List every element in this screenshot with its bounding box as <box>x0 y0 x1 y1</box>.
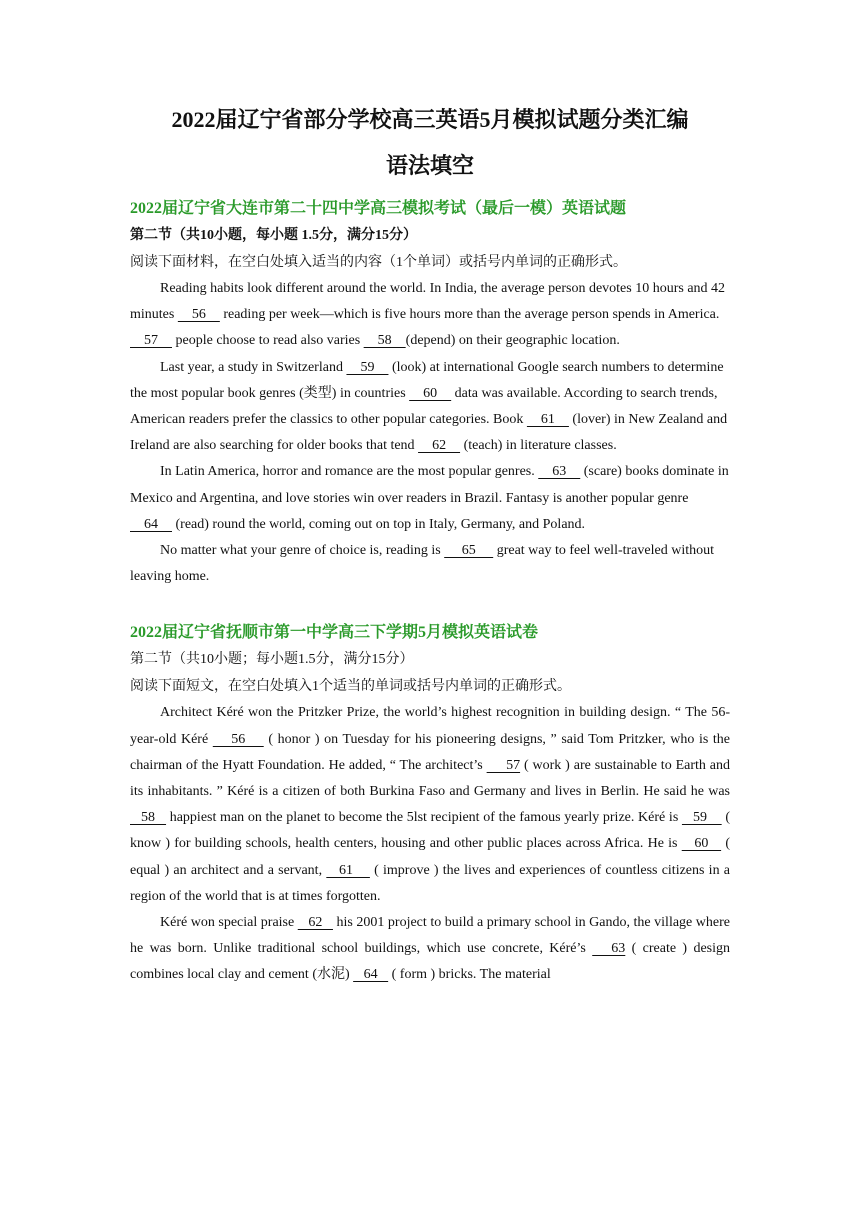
passage-text: ( equal ) an architect and a servant, <box>130 836 731 878</box>
answer-blank: 63 <box>592 941 626 957</box>
answer-blank: 56 <box>177 307 220 323</box>
passage-paragraph <box>130 355 730 460</box>
answer-blank: 57 <box>130 333 172 349</box>
document-page <box>130 100 730 989</box>
answer-blank: 58 <box>363 333 406 349</box>
passage-text: (read) round the world, coming out on top in Italy, Germany, and Poland. <box>172 516 586 532</box>
answer-blank: 62 <box>297 915 333 931</box>
answer-blank: 65 <box>444 543 494 559</box>
passage-text: Last year, a study in Switzerland <box>160 359 347 375</box>
section-instruction: 阅读下面材料，在空白处填入适当的内容（1个单词）或括号内单词的正确形式。 <box>130 255 627 270</box>
passage-paragraph <box>130 538 730 590</box>
answer-blank: 59 <box>681 810 722 826</box>
passage-text: (teach) in literature classes. <box>460 438 617 454</box>
passage-body <box>130 700 730 988</box>
passage-text: No matter what your genre of choice is, reading is <box>160 543 445 559</box>
passage-text: Kéré won special praise <box>160 915 298 931</box>
answer-blank: 64 <box>353 967 389 983</box>
passage-text: ( create ) design combines local clay and cement (水泥) <box>130 941 731 983</box>
passage-text: happiest man on the planet to become the 5lst recipient of the famous yearly prize. Kéré is <box>166 810 682 826</box>
section-dalian <box>130 196 730 590</box>
passage-text: (depend) on their geographic location. <box>405 333 620 349</box>
answer-blank: 57 <box>486 757 521 773</box>
passage-text: ( work ) are sustainable to Earth and its inhabitants. ” Kéré is a citizen of both Burkina Faso and Germany and lives in Berlin. He said he was <box>130 757 731 800</box>
answer-blank: 61 <box>326 862 370 878</box>
passage-text: ( form ) bricks. The material <box>388 967 551 983</box>
passage-text: Reading habits look different around the world. In India, the average person devotes 10 hours and 42 minutes <box>130 281 726 323</box>
section-title: 2022届辽宁省大连市第二十四中学高三模拟考试（最后一模）英语试题 <box>130 200 627 217</box>
passage-text: ( know ) for building schools, health centers, housing and other public places across Africa. He is <box>130 810 730 852</box>
document-subtitle: 语法填空 <box>385 153 474 178</box>
passage-text: (look) at international Google search numbers to determine the most popular book genres (类型) in countries <box>130 359 724 401</box>
passage-paragraph <box>130 459 730 538</box>
passage-text: (scare) books dominate in Mexico and Argentina, and love stories win over readers in Brazil. Fantasy is another popular genre <box>130 464 729 506</box>
section-part-heading: 第二节（共10小题，每小题 1.5分，满分15分） <box>130 228 417 243</box>
answer-blank: 60 <box>409 385 452 401</box>
passage-text: great way to feel well-traveled without leaving home. <box>130 543 714 585</box>
passage-text: ( honor ) on Tuesday for his pioneering designs, ” said Tom Pritzker, who is the chairman of the Hyatt Foundation. He added, “ The architect’s <box>130 731 730 773</box>
answer-blank: 61 <box>526 412 569 428</box>
passage-text: In Latin America, horror and romance are the most popular genres. <box>160 464 539 480</box>
answer-blank: 62 <box>418 438 461 454</box>
section-fushun <box>130 620 730 988</box>
passage-text: people choose to read also varies <box>172 333 364 349</box>
answer-blank: 59 <box>346 359 389 375</box>
passage-paragraph <box>130 700 730 910</box>
passage-text: his 2001 project to build a primary school in Gando, the village where he was born. Unlike traditional school buildings, which use concrete, Kéré’s <box>130 915 731 957</box>
answer-blank: 63 <box>538 464 581 480</box>
section-part-heading: 第二节（共10小题；每小题1.5分，满分15分） <box>130 652 414 668</box>
answer-blank: 64 <box>130 516 172 532</box>
passage-body <box>130 276 730 590</box>
answer-blank: 60 <box>681 836 722 852</box>
passage-text: (lover) in New Zealand and Ireland are also searching for older books that tend <box>130 412 728 454</box>
answer-blank: 58 <box>130 810 167 826</box>
passage-text: data was available. According to search trends, American readers prefer the classics to other popular categories. Book <box>130 385 718 428</box>
passage-text: reading per week—which is five hours more than the average person spends in America. <box>219 307 720 323</box>
answer-blank: 56 <box>212 731 264 747</box>
passage-paragraph <box>130 910 730 989</box>
passage-paragraph <box>130 276 730 355</box>
passage-text: Architect Kéré won the Pritzker Prize, the world’s highest recognition in building design. “ The 56-year-old Kéré <box>130 705 730 747</box>
section-title: 2022届辽宁省抚顺市第一中学高三下学期5月模拟英语试卷 <box>130 624 539 642</box>
document-title: 2022届辽宁省部分学校高三英语5月模拟试题分类汇编 <box>171 107 689 132</box>
passage-text: ( improve ) the lives and experiences of countless citizens in a region of the world that is at times forgotten. <box>130 862 731 904</box>
section-instruction: 阅读下面短文，在空白处填入1个适当的单词或括号内单词的正确形式。 <box>130 679 571 695</box>
